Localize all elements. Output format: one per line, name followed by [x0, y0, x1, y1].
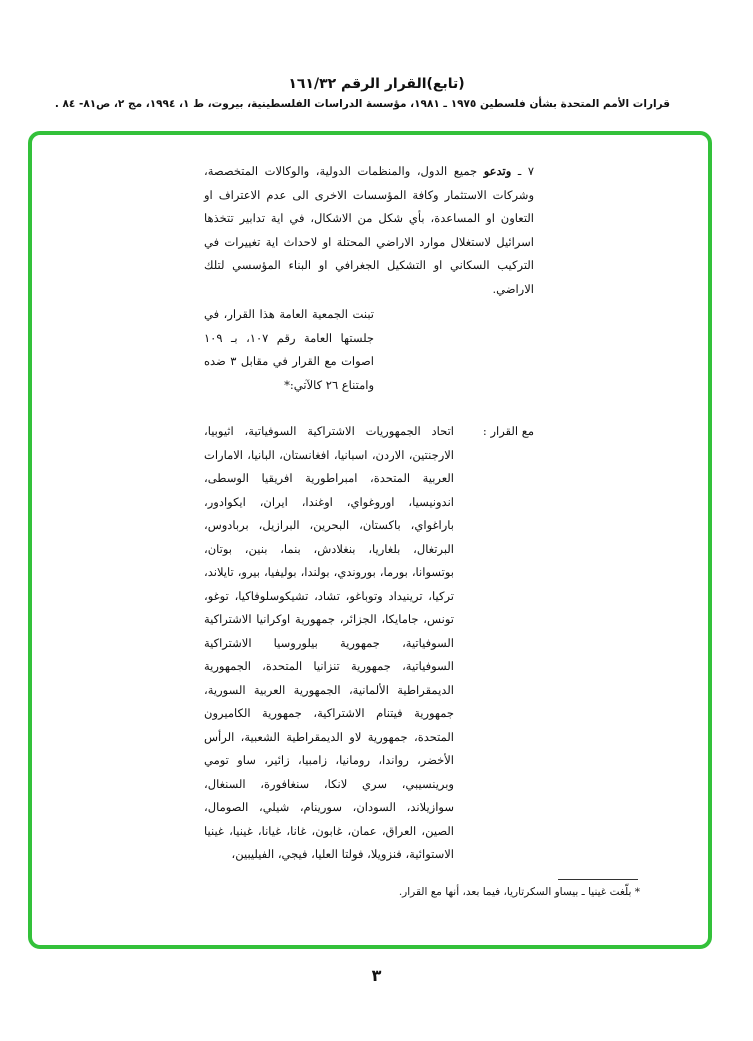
page-header-source: قرارات الأمم المتحدة بشأن فلسطين ١٩٧٥ ـ ١٩٨١، مؤسسة الدراسات الفلسطينية، بيروت، ط ١، ١٩٩٤، مج ٢، ص٨١- ٨٤ .: [54, 98, 670, 110]
page-number: ٣: [371, 966, 382, 985]
paragraph-7: [204, 160, 534, 301]
paragraph-text: جميع الدول، والمنظمات الدولية، والوكالات المتخصصة، وشركات الاستثمار وكافة المؤسسات الاخرى الى عدم الاعتراف او التعاون او المساعدة، بأي شكل من الاشكال، في اية تدابير تتخذها اسرائيل لاستغلال موارد الاراضي المحتلة او لاحداث اية تغييرات في التركيب السكاني او التشكيل الجغرافي او البناء المؤسسي لتلك الاراضي.: [204, 164, 534, 296]
paragraph-lead: وتدعو: [483, 164, 512, 178]
adoption-statement: تبنت الجمعية العامة هذا القرار، في جلستها العامة رقم ١٠٧، بـ ١٠٩ اصوات مع القرار في مقابل ٣ ضده وامتناع ٢٦ كالآتي:*: [204, 307, 374, 392]
footnote-divider: [558, 879, 638, 880]
vote-label-in-favour: مع القرار :: [482, 424, 534, 438]
footnote: * بلّغت غينيا ـ بيساو السكرتاريا، فيما بعد، أنها مع القرار.: [398, 886, 640, 898]
paragraph-number: ٧ ـ: [517, 164, 535, 178]
countries-in-favour: اتحاد الجمهوريات الاشتراكية السوفياتية، اثيوبيا، الارجنتين، الاردن، اسبانيا، افغانستان، البانيا، الامارات العربية المتحدة، امبراطورية افريقيا الوسطى، اندونيسيا، اوروغواي، اوغندا، ايران، ايكوادور، باراغواي، باكستان، البحرين، البرازيل، بربادوس، البرتغال، بلغاريا، بنغلادش، بنما، بنين، بوتان، بوتسوانا، بورما، بوروندي، بولندا، بوليفيا، بيرو، تايلاند، تركيا، ترينيداد وتوباغو، تشاد، تشيكوسلوفاكيا، توغو، تونس، جامايكا، الجزائر، جمهورية اوكرانيا الاشتراكية السوفياتية، جمهورية بيلوروسيا الاشتراكية السوفياتية، جمهورية تنزانيا المتحدة، الجمهورية الديمقراطية الألمانية، الجمهورية العربية السورية، جمهورية فيتنام الاشتراكية، جمهورية الكاميرون المتحدة، جمهورية لاو الديمقراطية الشعبية، الرأس الأخضر، رواندا، رومانيا، زامبيا، زائير، ساو تومي وبرينسيبي، سري لانكا، سنغافورة، السنغال، سوازيلاند، السودان، سورينام، شيلي، الصومال، الصين، العراق، عمان، غابون، غانا، غيانا، غينيا، غينيا الاستوائية، فنزويلا، فولتا العليا، فيجي، الفيليبين،: [204, 424, 454, 861]
page-header-title: (تابع)القرار الرقم ١٦١/٣٢: [288, 76, 465, 92]
